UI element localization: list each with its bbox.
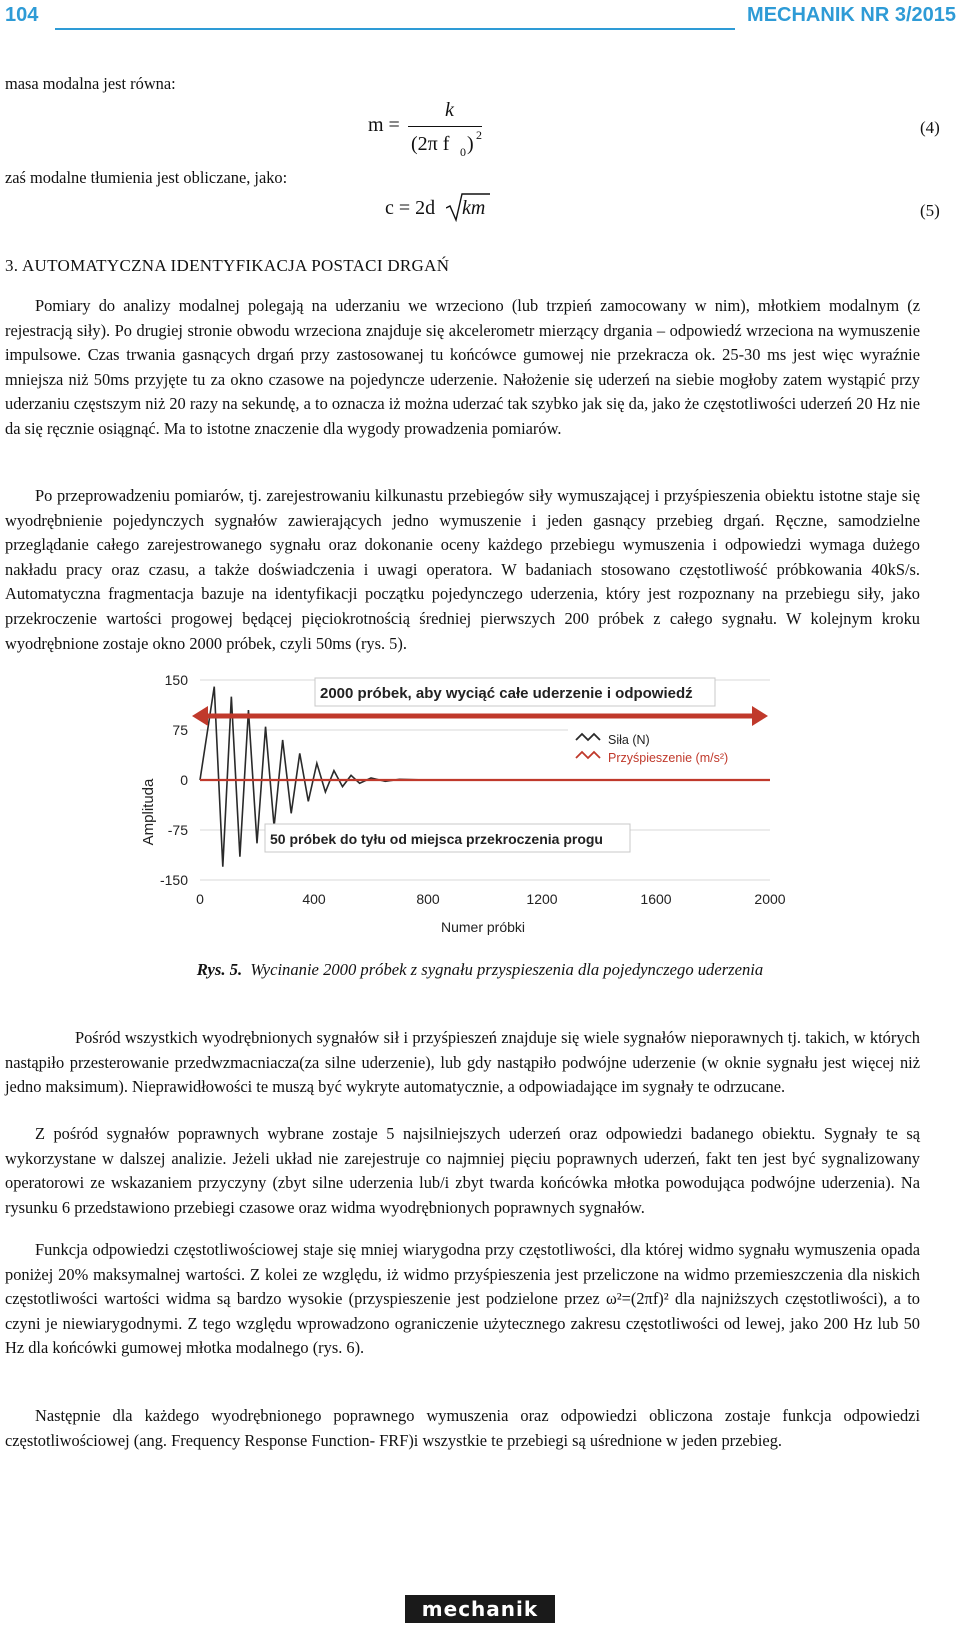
eq4-close-paren: ) xyxy=(467,133,474,155)
header-rule xyxy=(55,28,735,30)
y-axis-title: Amplituda xyxy=(140,778,157,846)
x-tick-label: 2000 xyxy=(754,891,786,907)
modal-damping-intro: zaś modalne tłumienia jest obliczane, jako: xyxy=(5,168,288,187)
x-tick-label: 0 xyxy=(196,891,204,907)
mechanik-logo: mechanik xyxy=(405,1595,555,1623)
legend-accel-label: Przyśpieszenie (m/s²) xyxy=(608,751,729,765)
legend-force-label: Siła (N) xyxy=(608,733,650,747)
eq4-lhs: m = xyxy=(368,114,400,136)
annotation-top: 2000 próbek, aby wyciąć całe uderzenie i odpowiedź xyxy=(320,685,693,702)
paragraph: Pomiary do analizy modalnej polegają na uderzaniu we wrzeciono (lub trzpień zamocowany w nim), młotkiem modalnym (z rejestracją siły). Po drugiej stronie obwodu wrzeciona znajduje się akcelerometr mierzący drgania – odpowiedź wrzeciona na wymuszenie impulsowe. Czas trwania gasnących drgań przy zastosowanej tu końcówce gumowej nie przekracza ok. 25-30 ms jest więc wyraźnie mniejsza niż 50ms przyjęte tu za okno czasowe na pojedyncze uderzenie. Nałożenie się uderzeń na siebie mogłoby zatem wystąpić przy uderzaniu częstszym niż 20 razy na sekundę, a to oznacza iż można uderzać tak szybko jak się da, jako że częstotliwości uderzeń 20 Hz nie da się ręcznie osiągnąć. Ma to istotne znaczenie dla wygody prowadzenia pomiarów. xyxy=(5,296,920,438)
caption-text: Wycinanie 2000 próbek z sygnału przyspieszenia dla pojedynczego uderzenia xyxy=(250,960,764,979)
eq5-radicand: km xyxy=(462,197,486,219)
page-header xyxy=(0,0,960,34)
x-tick-label: 1600 xyxy=(640,891,672,907)
legend-box xyxy=(568,726,788,772)
eq4-fraction-bar xyxy=(408,126,482,127)
paragraph: Następnie dla każdego wyodrębnionego poprawnego wymuszenia oraz odpowiedzi obliczona zostaje funkcja odpowiedzi częstotliwościowej (ang. Frequency Response Function- FRF)i wszystkie te przebiegi są uśrednione w jeden przebieg. xyxy=(5,1406,920,1450)
figure-caption xyxy=(0,960,960,980)
figure-chart xyxy=(120,660,800,960)
x-tick-label: 800 xyxy=(416,891,440,907)
paragraph: Funkcja odpowiedzi częstotliwościowej staje się mniej wiarygodna przy częstotliwości, dla której widmo sygnału wymuszenia opada poniżej 20% maksymalnej wartości. Z kolei ze względu, iż widmo przyśpieszenia jest przeliczone na widmo przemieszczenia dla niskich częstotliwości wartości widma są bardzo wysokie (przyspieszenie jest podzielone przez ω²=(2πf)² dla najniższych częstotliwości), a to czyni je niewiarygodnymi. Z tego względu wprowadzono ograniczenie użytecznego zakresu częstotliwości od lewej, jako 200 Hz lub 50 Hz dla końcówki gumowej młotka modalnego (rys. 6). xyxy=(5,1240,920,1358)
y-tick-label: -75 xyxy=(167,822,188,838)
page-number: 104 xyxy=(5,4,39,26)
journal-title: MECHANIK NR 3/2015 xyxy=(747,4,956,26)
x-tick-label: 400 xyxy=(302,891,326,907)
y-tick-label: -150 xyxy=(159,872,188,888)
eq4-number: (4) xyxy=(920,118,940,137)
eq4-subscript: 0 xyxy=(460,145,466,159)
eq5-lhs: c = 2d xyxy=(385,197,436,219)
section-heading: 3. AUTOMATYCZNA IDENTYFIKACJA POSTACI DRGAŃ xyxy=(5,256,450,275)
y-tick-label: 75 xyxy=(172,722,188,738)
legend xyxy=(568,726,788,772)
x-tick-label: 1200 xyxy=(526,891,558,907)
caption-label: Rys. 5. xyxy=(196,960,243,979)
modal-mass-intro: masa modalna jest równa: xyxy=(5,74,176,93)
eq4-power: 2 xyxy=(476,128,482,142)
y-tick-label: 150 xyxy=(164,672,188,688)
annotation-bottom: 50 próbek do tyłu od miejsca przekroczenia progu xyxy=(270,831,603,847)
eq5-number: (5) xyxy=(920,201,940,220)
eq4-numerator: k xyxy=(445,99,454,121)
paragraph: Po przeprowadzeniu pomiarów, tj. zarejestrowaniu kilkunastu przebiegów siły wymuszającej i przyśpieszenia obiektu istotne staje się wyodrębnienie pojedynczych sygnałów zawierających jedno wymuszenie i jeden gasnący przebieg drgań. Ręczne, samodzielne przeglądanie całego zarejestrowanego sygnału oraz dokonanie oceny każdego przebiegu wymuszenia i odpowiedzi wymaga dużego nakładu pracy oraz czasu, a także doświadczenia i uwagi operatora. W badaniach stosowano częstotliwość próbkowania 40kS/s. Automatyczna fragmentacja bazuje na identyfikacji początku pojedynczego uderzenia, który jest rozpoznany na przebiegu siły, jako przekroczenie wartości progowej będącej pięciokrotnością średniej pierwszych 200 próbek z całego sygnału. W kolejnym kroku wyodrębnione zostaje okno 2000 próbek, czyli 50ms (rys. 5). xyxy=(5,486,920,653)
x-axis-title: Numer próbki xyxy=(440,919,526,935)
paragraph: Pośród wszystkich wyodrębnionych sygnałów sił i przyśpieszeń znajduje się wiele sygnałów nieporawnych tj. takich, w których nastąpiło przesterowanie przedwzmacniacza(za silne uderzenie), lub gdy nastąpiło podwójne uderzenie (w oknie sygnału jest więcej niż jedno maksimum). Nieprawidłowości te muszą być wykryte automatycznie, a odpowiadające im sygnały te odrzucane. xyxy=(5,1028,920,1097)
y-tick-label: 0 xyxy=(180,772,188,788)
chart-svg xyxy=(120,660,800,960)
eq4-denominator: (2π f xyxy=(411,133,450,155)
paragraph: Z pośród sygnałów poprawnych wybrane zostaje 5 najsilniejszych uderzeń oraz odpowiedzi badanego obiektu. Sygnały te są wykorzystane w dalszej analizie. Jeżeli układ nie zarejestruje co najmniej pięciu poprawnych uderzeń, fakt ten jest być sygnalizowany operatorowi ze wskazaniem przyczyny (zbyt silne uderzenia lub/i zbyt twarda końcówka młotka powodująca podwójne uderzenia). Na rysunku 6 przedstawiono przebiegi czasowe oraz widma wyodrębnionych poprawnych sygnałów. xyxy=(5,1124,920,1217)
